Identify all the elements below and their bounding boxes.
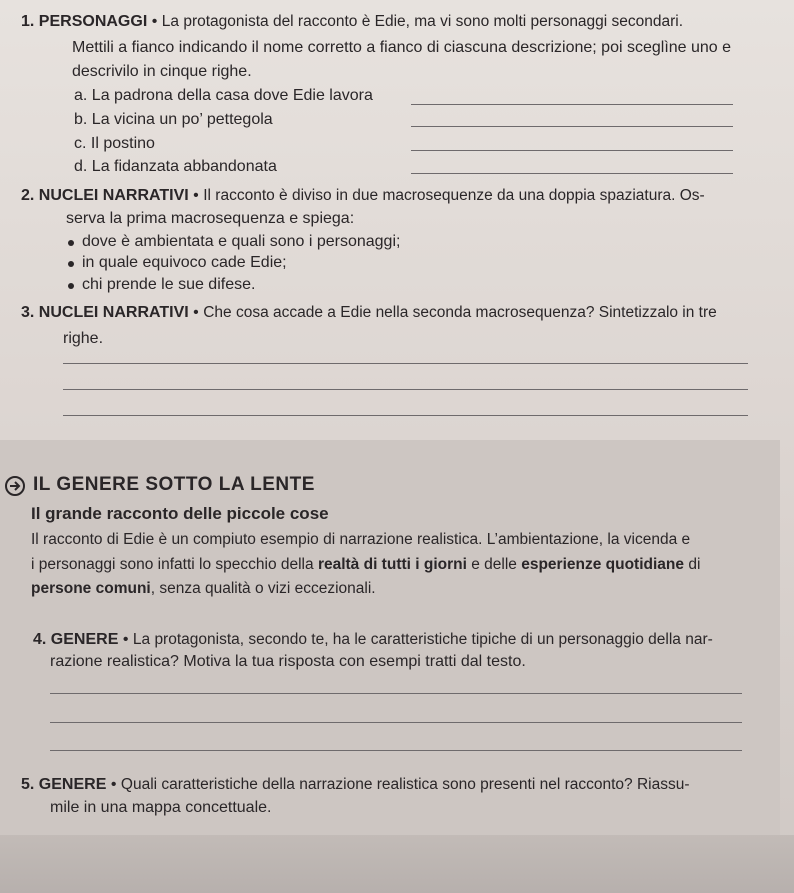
q1-answer-line-b[interactable] [411, 126, 733, 127]
q1-text-line2: Mettili a fianco indicando il nome corretto a fianco di ciascuna descrizione; poi sceglìne uno e [72, 39, 732, 56]
q2-bullet-1: dove è ambientata e quali sono i personaggi; [82, 233, 401, 250]
q2-bullet-3: chi prende le sue difese. [82, 276, 256, 293]
genre-section-title: IL GENERE SOTTO LA LENTE [33, 474, 315, 495]
q1-answer-line-c[interactable] [411, 150, 733, 151]
q3-answer-line-3[interactable] [63, 415, 748, 416]
q2-heading: 2. NUCLEI NARRATIVI • Il racconto è diviso in due macrosequenze da una doppia spaziatura. Os- [21, 187, 705, 204]
q1-item-a: a. La padrona della casa dove Edie lavora [74, 87, 373, 104]
bullet-icon [68, 261, 74, 267]
genre-paragraph-line2: i personaggi sono infatti lo specchio della realtà di tutti i giorni e delle esperienze quotidiane di [31, 556, 701, 573]
q2-text-line2: serva la prima macrosequenza e spiega: [66, 210, 355, 227]
q1-item-c: c. Il postino [74, 135, 155, 152]
q3-answer-line-2[interactable] [63, 389, 748, 390]
genre-subtitle: Il grande racconto delle piccole cose [31, 504, 329, 523]
arrow-right-circle-icon [5, 476, 25, 496]
q1-answer-line-d[interactable] [411, 173, 733, 174]
q1-item-d: d. La fidanzata abbandonata [74, 158, 277, 175]
q2-bullet-2: in quale equivoco cade Edie; [82, 254, 287, 271]
q1-text-line3: descrivilo in cinque righe. [72, 63, 252, 80]
q3-text-line2: righe. [63, 330, 104, 347]
genre-paragraph-line3: persone comuni, senza qualità o vizi eccezionali. [31, 580, 376, 597]
q4-heading: 4. GENERE • La protagonista, secondo te, ha le caratteristiche tipiche di un personaggio della nar- [33, 631, 713, 648]
q4-answer-line-2[interactable] [50, 722, 742, 723]
bullet-icon [68, 283, 74, 289]
page-bottom-shadow [0, 835, 794, 893]
q1-heading: 1. PERSONAGGI • La protagonista del racconto è Edie, ma vi sono molti personaggi secondari. [21, 13, 684, 30]
q3-heading: 3. NUCLEI NARRATIVI • Che cosa accade a Edie nella seconda macrosequenza? Sintetizzalo in tre [21, 304, 717, 321]
q4-answer-line-1[interactable] [50, 693, 742, 694]
q1-item-b: b. La vicina un po’ pettegola [74, 111, 273, 128]
q1-answer-line-a[interactable] [411, 104, 733, 105]
q3-answer-line-1[interactable] [63, 363, 748, 364]
q4-text-line2: razione realistica? Motiva la tua risposta con esempi tratti dal testo. [50, 653, 526, 670]
genre-paragraph-line1: Il racconto di Edie è un compiuto esempio di narrazione realistica. L’ambientazione, la vicenda e [31, 531, 691, 548]
q4-answer-line-3[interactable] [50, 750, 742, 751]
bullet-icon [68, 240, 74, 246]
q5-text-line2: mile in una mappa concettuale. [50, 799, 272, 816]
q5-heading: 5. GENERE • Quali caratteristiche della narrazione realistica sono presenti nel racconto? Riassu- [21, 776, 690, 793]
